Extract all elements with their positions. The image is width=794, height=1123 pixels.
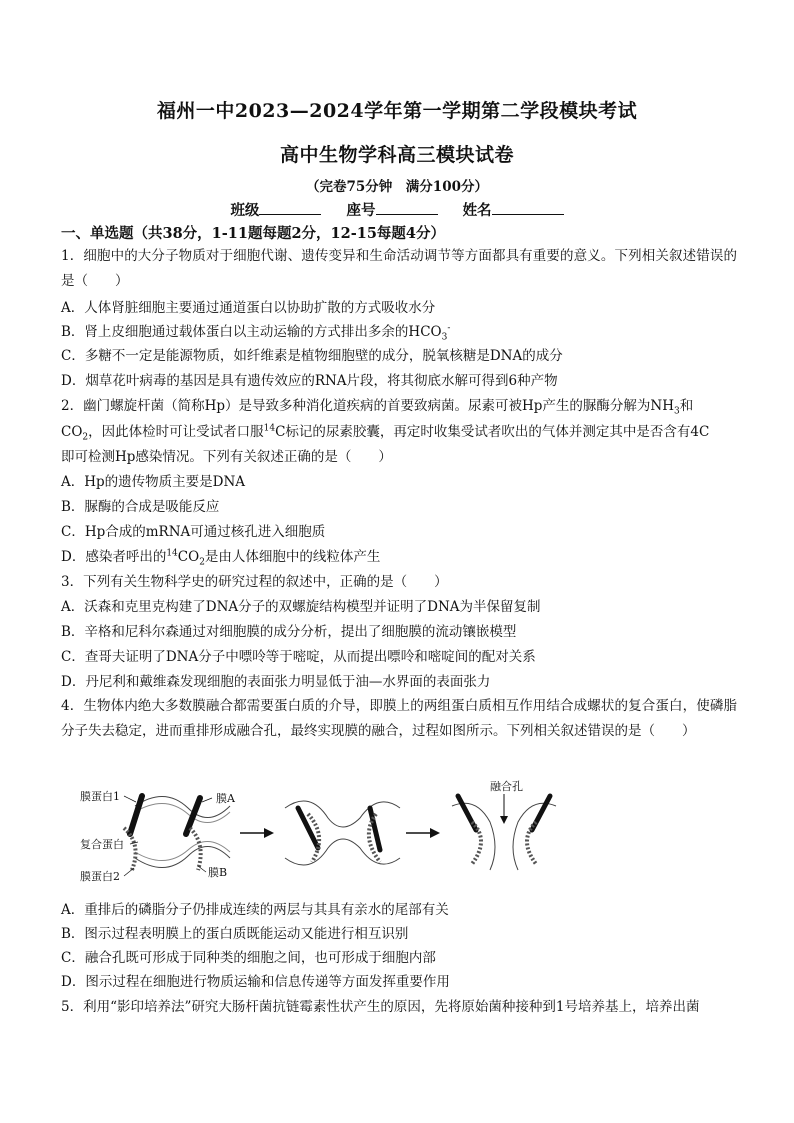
fusion-stage-2 [285, 801, 400, 865]
fusion-stage-3 [452, 779, 556, 870]
question-5-stem: 5．利用“影印培养法”研究大肠杆菌抗链霉素性状产生的原因，先将原始菌种接种到1号培养基上，培养出菌 [61, 999, 700, 1015]
class-blank[interactable] [259, 200, 321, 215]
class-field [230, 202, 321, 219]
complex-protein-bar [458, 796, 476, 830]
q2-option-a: A．Hp的遗传物质主要是DNA [61, 474, 246, 490]
q1-option-c: C．多糖不一定是能源物质，如纤维素是植物细胞壁的成分，脱氧核糖是DNA的成分 [61, 348, 563, 364]
q1-option-b-text: B．肾上皮细胞通过载体蛋白以主动运输的方式排出多余的HCO [61, 324, 442, 340]
question-4-stem: 4．生物体内绝大多数膜融合都需要蛋白质的介导，即膜上的两组蛋白质相互作用结合成螺状的复合蛋白，使磷脂分子失去稳定，进而重排形成融合孔，最终实现膜的融合，过程如图所示。下列相关叙述错误的是（ ） [61, 698, 737, 739]
exam-subject-title: 高中生物学科高三模块试卷 [279, 144, 514, 166]
q4-option-b: B．图示过程表明膜上的蛋白质既能运动又能进行相互识别 [61, 926, 409, 942]
leader-line [202, 798, 212, 802]
name-blank[interactable] [492, 200, 564, 215]
label-fusion-pore: 融合孔 [490, 780, 523, 793]
q2-line2-end: C标记的尿素胶囊，再定时收集受试者吹出的气体并测定其中是否含有4C [275, 424, 710, 440]
membrane-b-curve [285, 839, 400, 865]
section-heading: 一、单选题（共38分，1-11题每题2分，12-15每题4分） [61, 225, 446, 242]
q2-option-c: C．Hp合成的mRNA可通过核孔进入细胞质 [61, 524, 326, 540]
label-membrane-b: 膜B [208, 866, 228, 879]
name-field [463, 202, 564, 219]
q3-option-a: A．沃森和克里克构建了DNA分子的双螺旋结构模型并证明了DNA为半保留复制 [61, 599, 541, 615]
complex-protein-bar-2 [532, 796, 550, 830]
membrane-fusion-figure [80, 778, 740, 888]
label-membrane-protein-1: 膜蛋白1 [80, 790, 120, 803]
q3-option-c: C．查哥夫证明了DNA分子中嘌呤等于嘧啶，从而提出嘌呤和嘧啶间的配对关系 [61, 649, 536, 665]
q2-co-text: CO [61, 424, 83, 440]
q2-option-b: B．脲酶的合成是吸能反应 [61, 499, 220, 515]
q3-option-d: D．丹尼利和戴维森发现细胞的表面张力明显低于油—水界面的表面张力 [61, 674, 491, 690]
arrow-down-icon [500, 816, 508, 824]
q1-option-b-sup: - [447, 323, 451, 334]
seat-blank[interactable] [376, 200, 438, 215]
membrane-protein-1-bar-2 [186, 798, 200, 834]
label-membrane-a: 膜A [216, 792, 235, 805]
q2-line1-text: 2．幽门螺旋杆菌（简称Hp）是导致多种消化道疾病的首要致病菌。尿素可被Hp产生的脲酶分解为NH [61, 398, 675, 414]
exam-duration-score: （完卷75分钟 满分100分） [306, 179, 488, 195]
leader-line [124, 868, 134, 876]
q4-option-a: A．重排后的磷脂分子仍排成连续的两层与其具有亲水的尾部有关 [61, 902, 449, 918]
class-label: 班级 [230, 202, 260, 219]
q1-option-d: D．烟草花叶病毒的基因是具有遗传效应的RNA片段，将其彻底水解可得到6种产物 [61, 373, 558, 389]
q2-option-d [61, 545, 737, 569]
fusion-stage-1 [80, 789, 236, 883]
fused-membrane-right [513, 803, 556, 870]
name-label: 姓名 [462, 202, 492, 219]
question-1-stem: 1．细胞中的大分子物质对于细胞代谢、遗传变异和生命活动调节等方面都具有重要的意义。下列相关叙述错误的是（ ） [61, 248, 737, 289]
q1-option-b-sub: 3 [441, 332, 448, 343]
q1-option-b [61, 320, 737, 344]
q2-option-d-co: CO [177, 549, 200, 565]
membrane-b-inner [135, 841, 230, 860]
exam-title: 福州一中2023—2024学年第一学期第二学段模块考试 [156, 100, 638, 122]
q2-line1-sub: 3 [674, 406, 680, 417]
q2-option-d-end: 是由人体细胞中的线粒体产生 [204, 549, 381, 565]
q4-option-c: C．融合孔既可形成于同种类的细胞之间，也可形成于细胞内部 [61, 950, 436, 966]
arrow-right-icon [406, 828, 440, 838]
seat-label: 座号 [346, 202, 376, 219]
q2-line2-sup: 14 [263, 423, 276, 434]
question-3-stem: 3．下列有关生物科学史的研究过程的叙述中，正确的是（ ） [61, 574, 448, 590]
student-info-fields [0, 199, 794, 220]
q2-option-d-sup: 14 [166, 548, 178, 559]
label-complex-protein: 复合蛋白 [80, 838, 124, 851]
q2-option-d-text: D．感染者呼出的 [61, 549, 167, 565]
membrane-b-curve [135, 846, 230, 867]
arrow-right-icon [240, 828, 274, 838]
q1-option-a: A．人体肾脏细胞主要通过通道蛋白以协助扩散的方式吸收水分 [61, 300, 436, 316]
q3-option-b: B．辛格和尼科尔森通过对细胞膜的成分分析，提出了细胞膜的流动镶嵌模型 [61, 624, 517, 640]
q2-line1-end: 和 [679, 398, 694, 414]
q2-co-sub: 2 [82, 432, 89, 443]
leader-line [124, 796, 136, 802]
seat-field [347, 202, 438, 219]
q2-option-d-sub: 2 [199, 557, 205, 568]
q4-option-d: D．图示过程在细胞进行物质运输和信息传递等方面发挥重要作用 [61, 974, 450, 990]
membrane-a-inner [135, 803, 230, 822]
leader-line [198, 866, 206, 872]
membrane-protein-2-coil-2 [190, 828, 201, 870]
question-2-line-1 [61, 394, 737, 418]
membrane-protein-2-coil [124, 828, 136, 870]
question-2-line-2 [61, 420, 737, 444]
q2-line2-text: ，因此体检时可让受试者口服 [88, 424, 264, 440]
question-2-line-3: 即可检测Hp感染情况。下列有关叙述正确的是（ ） [61, 449, 392, 465]
fused-membrane-left [452, 803, 495, 870]
label-membrane-protein-2: 膜蛋白2 [80, 870, 120, 883]
